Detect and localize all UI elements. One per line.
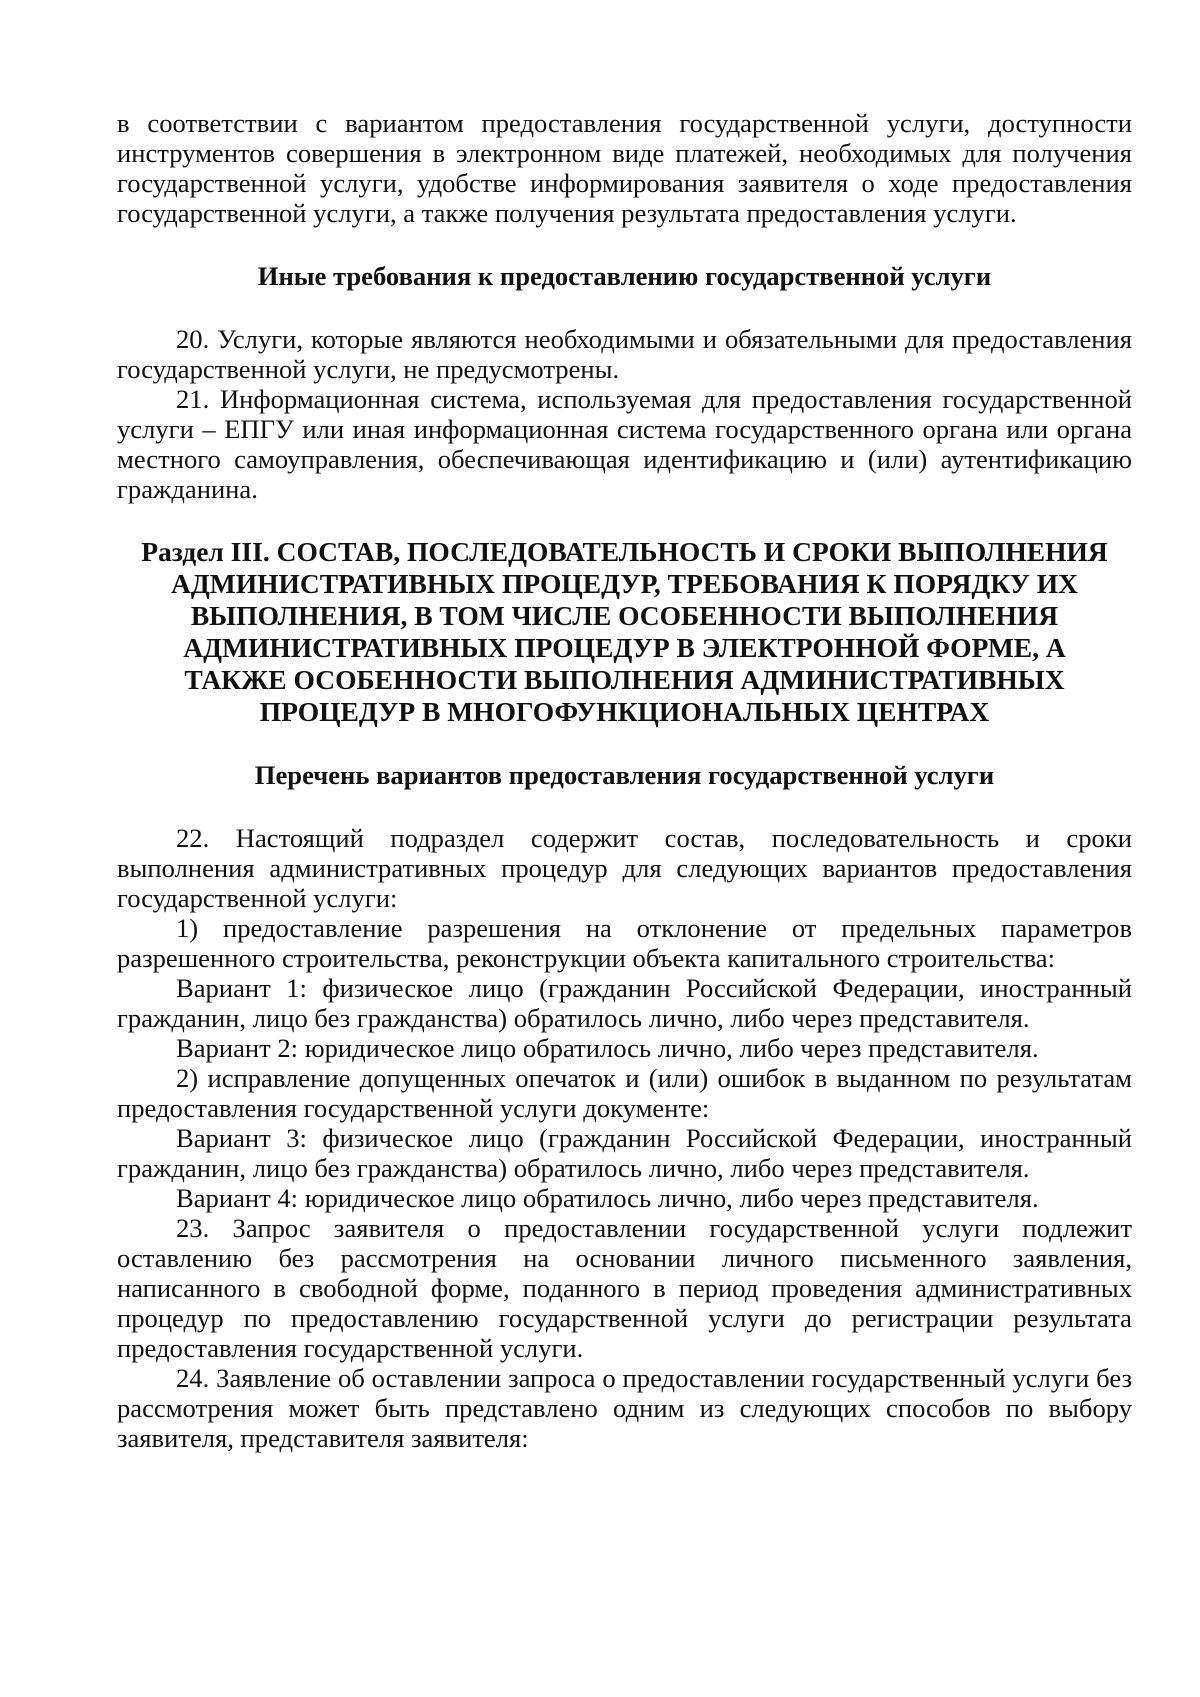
item-21: 21. Информационная система, используемая для предоставления государственной услуги – ЕПГУ или иная информационная система государственного органа или органа местного самоуправления, обеспечивающая идентификацию и (или) аутентификацию гражданина. [117, 384, 1132, 504]
variant-3: Вариант 3: физическое лицо (гражданин Российской Федерации, иностранный гражданин, лицо без гражданства) обратилось лично, либо через представителя. [117, 1123, 1132, 1183]
item-24: 24. Заявление об оставлении запроса о предоставлении государственный услуги без рассмотрения может быть представлено одним из следующих способов по выбору заявителя, представителя заявителя: [117, 1363, 1132, 1453]
section-3-title-line: АДМИНИСТРАТИВНЫХ ПРОЦЕДУР, ТРЕБОВАНИЯ К ПОРЯДКУ ИХ [170, 568, 1079, 599]
heading-other-requirements: Иные требования к предоставлению государственной услуги [257, 261, 992, 291]
subitem-2: 2) исправление допущенных опечаток и (или) ошибок в выданном по результатам предоставления государственной услуги документе: [117, 1063, 1132, 1123]
section-3-title-line: ПРОЦЕДУР В МНОГОФУНКЦИОНАЛЬНЫХ ЦЕНТРАХ [259, 696, 990, 727]
variant-2: Вариант 2: юридическое лицо обратилось лично, либо через представителя. [176, 1033, 1039, 1063]
section-3-title [117, 536, 1132, 728]
paragraph-continuation: в соответствии с вариантом предоставления государственной услуги, доступности инструментов совершения в электронном виде платежей, необходимых для получения государственной услуги, удобстве информирования заявителя о ходе предоставления государственной услуги, а также получения результата предоставления услуги. [117, 108, 1132, 228]
item-23: 23. Запрос заявителя о предоставлении государственной услуги подлежит оставлению без рассмотрения на основании личного письменного заявления, написанного в свободной форме, поданного в период проведения административных процедур по предоставлению государственной услуги до регистрации результата предоставления государственной услуги. [117, 1213, 1132, 1363]
item-20: 20. Услуги, которые являются необходимыми и обязательными для предоставления государственной услуги, не предусмотрены. [117, 324, 1132, 384]
item-22: 22. Настоящий подраздел содержит состав, последовательность и сроки выполнения административных процедур для следующих вариантов предоставления государственной услуги: [117, 823, 1132, 913]
section-3-title-line: Раздел III. СОСТАВ, ПОСЛЕДОВАТЕЛЬНОСТЬ И СРОКИ ВЫПОЛНЕНИЯ [141, 536, 1108, 567]
heading-variants-list: Перечень вариантов предоставления государственной услуги [254, 760, 995, 790]
variant-1: Вариант 1: физическое лицо (гражданин Российской Федерации, иностранный гражданин, лицо без гражданства) обратилось лично, либо через представителя. [117, 973, 1132, 1033]
variant-4: Вариант 4: юридическое лицо обратилось лично, либо через представителя. [176, 1183, 1039, 1213]
subitem-1: 1) предоставление разрешения на отклонение от предельных параметров разрешенного строительства, реконструкции объекта капитального строительства: [117, 913, 1132, 973]
section-3-title-line: ВЫПОЛНЕНИЯ, В ТОМ ЧИСЛЕ ОСОБЕННОСТИ ВЫПОЛНЕНИЯ [190, 600, 1059, 631]
section-3-title-line: АДМИНИСТРАТИВНЫХ ПРОЦЕДУР В ЭЛЕКТРОННОЙ ФОРМЕ, А [183, 632, 1066, 663]
section-3-title-line: ТАКЖЕ ОСОБЕННОСТИ ВЫПОЛНЕНИЯ АДМИНИСТРАТИВНЫХ [184, 664, 1065, 695]
